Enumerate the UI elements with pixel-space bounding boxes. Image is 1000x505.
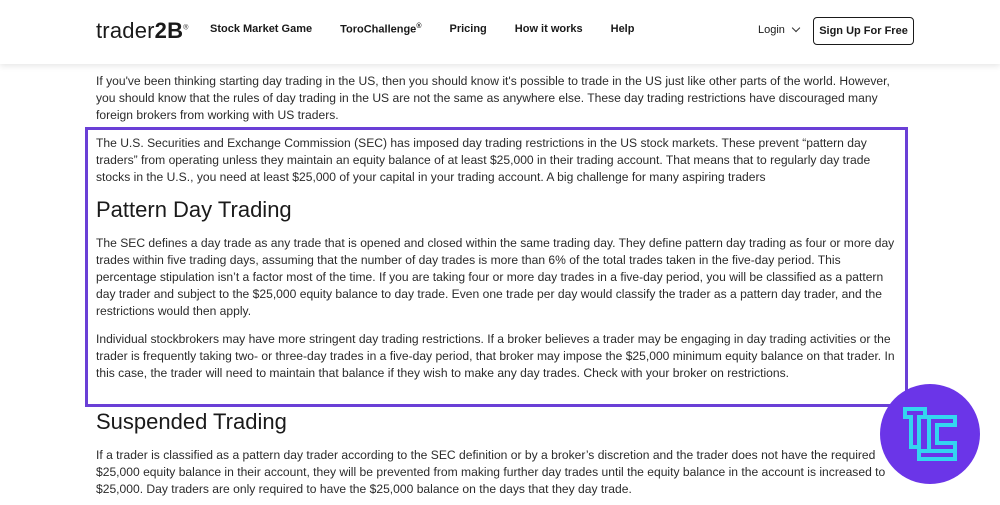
nav-stock-market-game[interactable] (210, 23, 312, 36)
suspended-paragraph: If a trader is classified as a pattern day trader according to the SEC definition or by a broker’s discretion and the trader does not have the required $25,000 equity balance in their account, they will be prevented from making further day trades until the equity balance in the account is increased to $25,000. Day traders are only required to have the $25,000 balance on the days that they day trade. (96, 448, 886, 496)
nav-registered-mark: ® (416, 23, 422, 30)
pattern-day-trading-heading: Pattern Day Trading (96, 197, 292, 222)
suspended-trading-heading: Suspended Trading (96, 409, 287, 434)
nav-label: How it works (514, 23, 583, 35)
site-header (0, 0, 1000, 64)
pattern-paragraph-1: The SEC defines a day trade as any trade that is opened and closed within the same trading day. They define pattern day trading as four or more day trades within five trading days, assuming that the number of day trades is more than 6% of the total trades taken in the five-day period. This percentage stipulation isn’t a factor most of the time. If you are taking four or more day trades in a five-day period, you will be classified as a pattern day trader and subject to the $25,000 equity balance to day trade. Even one trade per day would classify the trader as a pattern day trader, and the restrictions would then apply. (96, 236, 895, 318)
nav-how-it-works[interactable] (515, 23, 583, 36)
logo-text: trader (96, 18, 155, 43)
pattern-paragraph-2: Individual stockbrokers may have more stringent day trading restrictions. If a broker believes a trader may be engaging in day trading activities or the trader is frequently taking two- or three-day trades in a five-day period, that broker may impose the $25,000 minimum equity balance on that trader. In this case, the trader will need to maintain that balance if they wish to make any day trades. Check with your broker on restrictions. (96, 332, 895, 380)
logo-registered-mark: ® (183, 24, 189, 32)
tradingfinder-logo-icon (880, 384, 980, 484)
nav-pricing[interactable] (449, 23, 486, 36)
nav-torochallenge[interactable] (340, 23, 421, 36)
sec-paragraph: The U.S. Securities and Exchange Commission (SEC) has imposed day trading restrictions in the US stock markets. These prevent “pattern day traders” from operating unless they maintain an equity balance of at least $25,000 in their trading account. That means that to regularly day trade stocks in the U.S., you need at least $25,000 of your capital in your trading account. A big challenge for many aspiring traders (96, 136, 871, 184)
nav-help[interactable] (611, 23, 635, 36)
nav-label: Stock Market Game (210, 23, 313, 35)
chevron-down-icon (792, 24, 800, 32)
trader2b-logo[interactable] (96, 18, 189, 44)
nav-label: Help (610, 23, 635, 35)
nav-label: ToroChallenge (340, 23, 417, 36)
logo-accent: 2B (154, 18, 184, 43)
login-label: Login (758, 24, 785, 36)
nav-label: Pricing (449, 23, 487, 35)
sign-up-button[interactable]: Sign Up For Free (813, 17, 914, 45)
login-dropdown[interactable] (758, 24, 799, 36)
badge-logo-graphic (899, 403, 961, 465)
main-nav (210, 23, 662, 36)
intro-paragraph: If you've been thinking starting day trading in the US, then you should know it's possible to trade in the US just like other parts of the world. However, you should know that the rules of day trading in the US are not the same as anywhere else. These day trading restrictions have discouraged many foreign brokers from working with US traders. (96, 74, 890, 122)
